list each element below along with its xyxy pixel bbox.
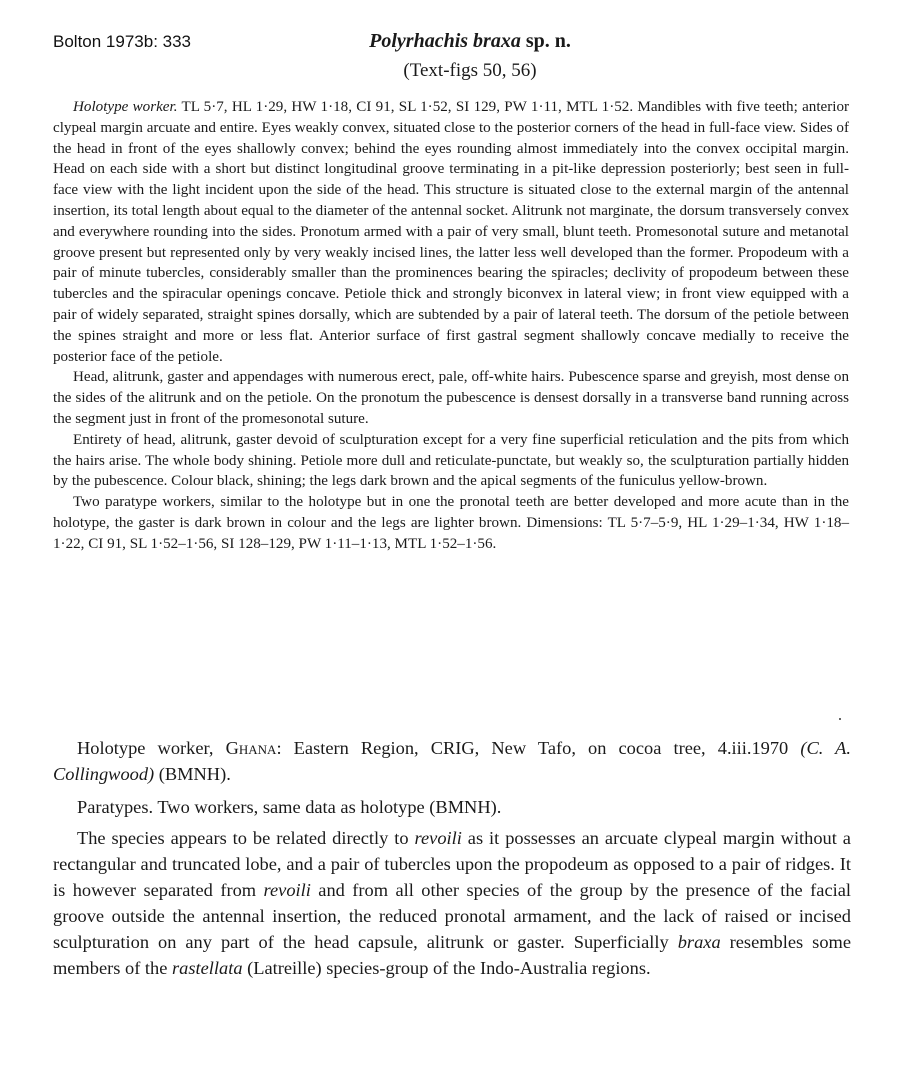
species-title (0, 30, 900, 53)
description-paragraph-4: Two paratype workers, similar to the holotype but in one the pronotal teeth are better developed and more acute than in the holotype, the gaster is dark brown in colour and the legs are lighter brown. Dimensions: TL 5·7–5·9, HL 1·29–1·34, HW 1·18–1·22, CI 91, SL 1·52–1·56, SI 128–129, PW 1·11–1·13, MTL 1·52–1·56. (53, 494, 849, 552)
citation: Bolton 1973b: 333 (53, 32, 192, 51)
description-block (53, 97, 849, 555)
holotype-material: Holotype worker, Ghana: Eastern Region, CRIG, New Tafo, on cocoa tree, 4.iii.1970 (C. A. Collingwood) (BMNH). (53, 738, 851, 784)
description-paragraph-3: Entirety of head, alitrunk, gaster devoid of sculpturation except for a very fine superficial reticulation and the pits from which the hairs arise. The whole body shining. Petiole more dull and reticulate-punctate, but weakly so, the sculpturation partially hidden by the pubescence. Colour black, shining; the legs dark brown and the apical segments of the funiculus yellow-brown. (53, 431, 849, 490)
measurements: TL 5·7, HL 1·29, HW 1·18, CI 91, SL 1·52, SI 129, PW 1·11, MTL 1·52. (181, 99, 634, 115)
taxon-revoili: revoili (263, 880, 311, 900)
taxon-braxa: braxa (677, 932, 721, 952)
taxon-suffix: sp. n. (525, 30, 571, 52)
morphology-text: Mandibles with five teeth; anterior clypeal margin arcuate and entire. Eyes weakly convex, situated close to the posterior corners of the head in full-face view. Sides of the head in front of the eyes shallowly convex; behind the eyes rounding almost immediately into the convex occipital margin. Head on each side with a short but distinct longitudinal groove terminating in a pit-like depression posteriorly; best seen in full-face view with the light incident upon the side of the head. This structure is situated close to the external margin of the antennal insertion, its total length about equal to the diameter of the antennal socket. Alitrunk not marginate, the dorsum transversely convex and everywhere rounding into the sides. Pronotum armed with a pair of very small, blunt teeth. Promesonotal suture and metanotal groove present but represented only by very weakly incised lines, the latter less well developed than the former. Propodeum with a pair of minute tubercles, considerably smaller than the prominences bearing the spiracles; declivity of propodeum between these tubercles and the spiracular openings concave. Petiole thick and strongly biconvex in lateral view; in front view equipped with a pair of widely separated, straight spines dorsally, which are subtended by a pair of lateral teeth. The dorsum of the petiole between the spines straight and more or less flat. Anterior surface of first gastral segment shallowly concave medially to receive the posterior face of the petiole. (53, 99, 850, 365)
country-name: Ghana (225, 738, 277, 758)
holotype-label: Holotype worker. (73, 99, 178, 115)
taxon-rastellata: rastellata (172, 958, 243, 978)
taxon-name: Polyrhachis braxa (369, 30, 521, 52)
page-speck (839, 718, 841, 720)
paratype-material: Paratypes. Two workers, same data as holotype (BMNH). (77, 797, 502, 817)
discussion-paragraph: The species appears to be related directly to revoili as it possesses an arcuate clypeal margin without a rectangular and truncated lobe, and a pair of tubercles upon the propodeum as opposed to a pair of ridges. It is however separated from revoili and from all other species of the group by the presence of the facial groove outside the antennal insertion, the reduced pronotal armament, and the lack of raised or incised sculpturation on any part of the head capsule, alitrunk or gaster. Superficially braxa resembles some members of the rastellata (Latreille) species-group of the Indo-Australia regions. (53, 828, 851, 978)
description-paragraph-1 (53, 97, 849, 367)
description-paragraph-2: Head, alitrunk, gaster and appendages with numerous erect, pale, off-white hairs. Pubescence sparse and greyish, most dense on the sides of the alitrunk and on the petiole. On the pronotum the pubescence is densest dorsally in a transverse band running across the segment just in front of the promesonotal suture. (53, 369, 849, 427)
collector: (C. A. Collingwood) (53, 738, 851, 784)
taxon-revoili: revoili (414, 828, 462, 848)
figure-reference: (Text-figs 50, 56) (403, 60, 537, 81)
